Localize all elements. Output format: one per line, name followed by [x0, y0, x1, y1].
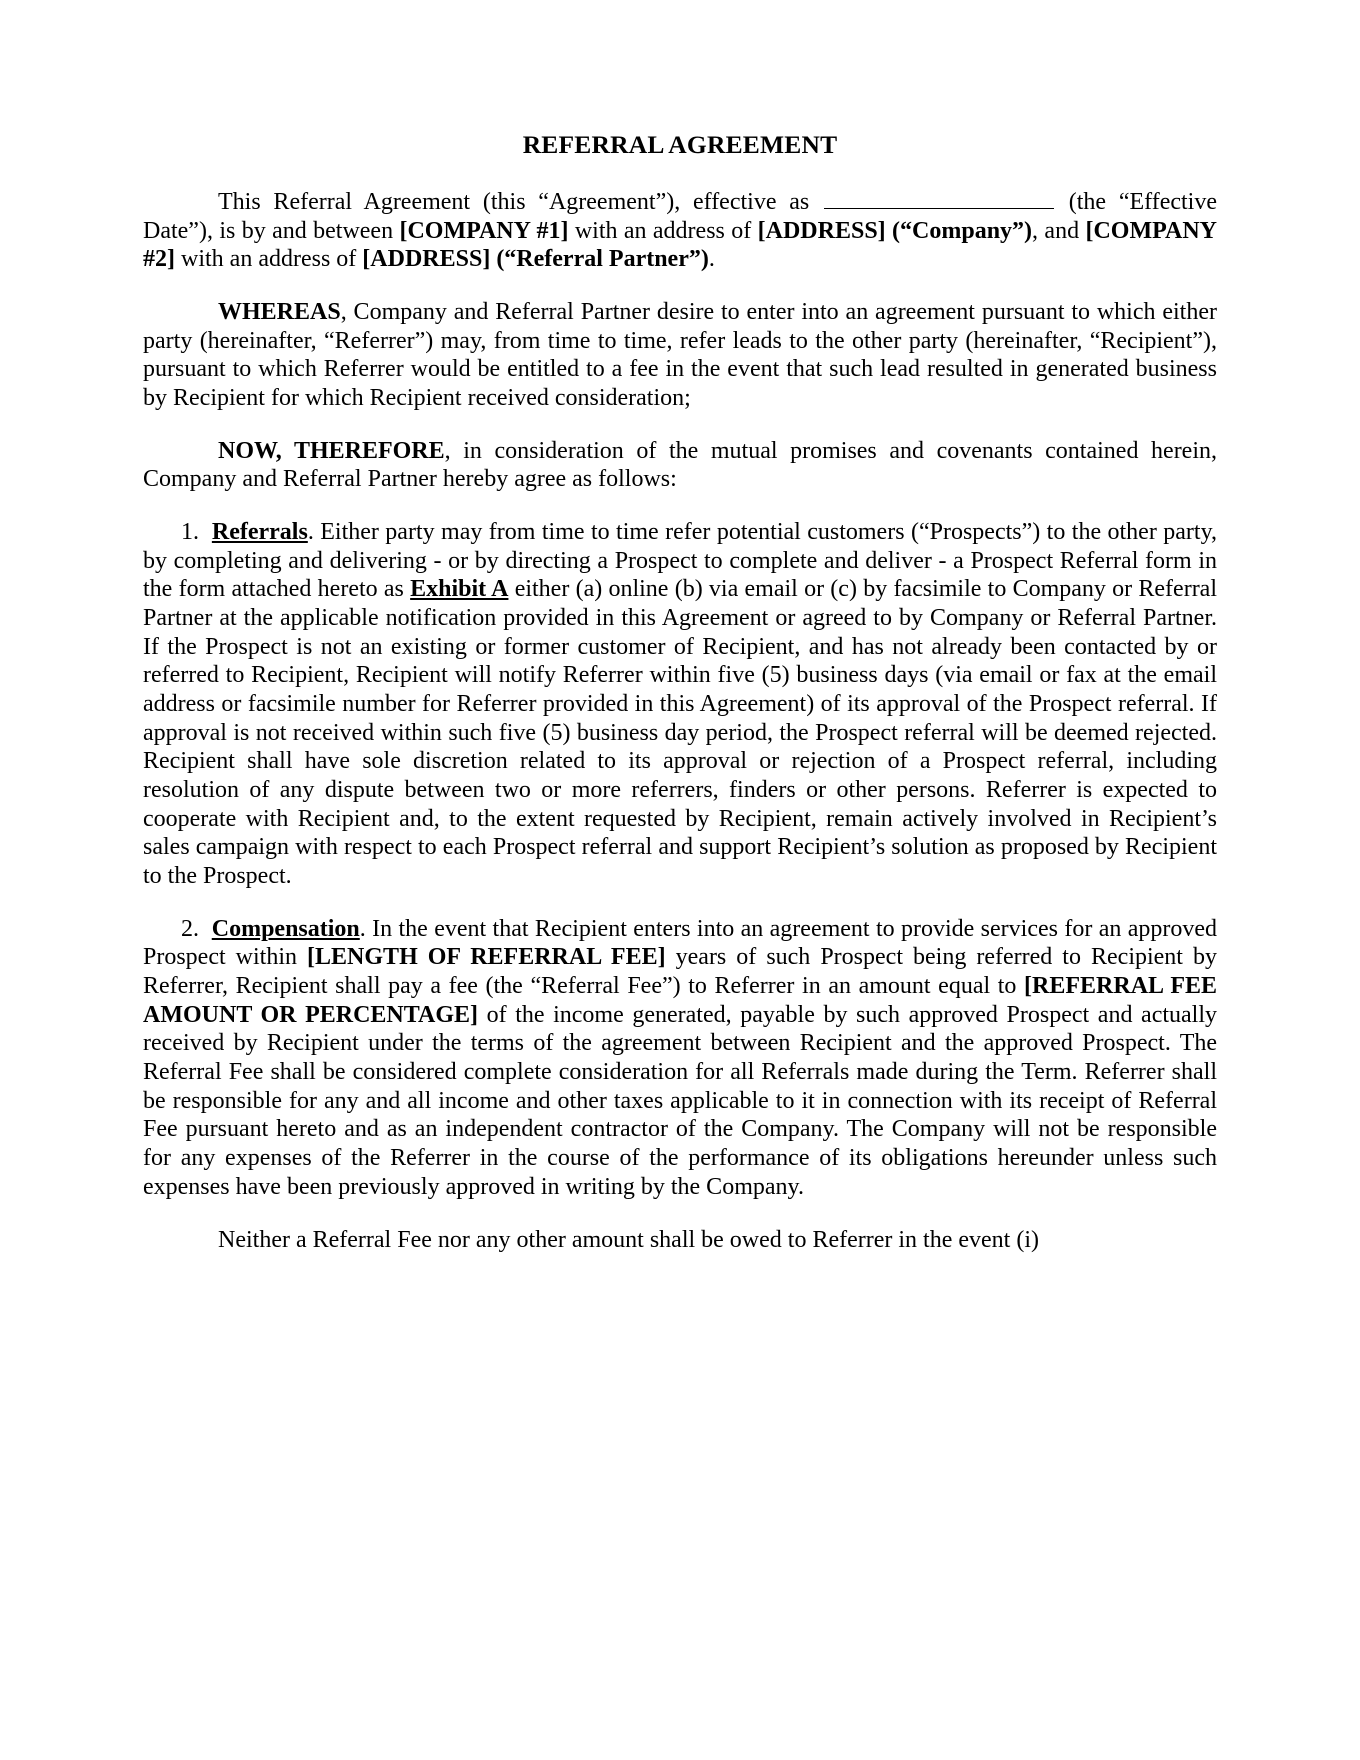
- intro-text-2: (the “Effective Date”), is by and between: [143, 189, 1217, 244]
- clause-one-text-a: . Either party may from time to time refer potential customers (“Prospects”) to the other party, by completing and delivering - or by directing a Prospect to complete and deliver - a Prospect Referral form in the form attached hereto as: [143, 519, 1218, 603]
- intro-text-8: .: [708, 246, 715, 273]
- company-one-address-placeholder: [ADDRESS]: [757, 217, 886, 244]
- clause-two-heading: Compensation: [211, 915, 360, 942]
- intro-text-3: with an address of: [568, 217, 758, 244]
- clause-one-heading: Referrals: [211, 519, 308, 546]
- now-therefore-paragraph: [143, 437, 1217, 494]
- clause-two-number: 2.: [181, 915, 199, 942]
- now-therefore-text: , in consideration of the mutual promises and covenants contained herein, Company and Referral Partner hereby agree as follows:: [143, 437, 1218, 493]
- clause-one-number: 1.: [181, 519, 199, 546]
- referral-fee-length-placeholder: [LENGTH OF REFERRAL FEE]: [307, 944, 666, 971]
- whereas-text: , Company and Referral Partner desire to enter into an agreement pursuant to which either party (hereinafter, “Referrer”) may, from time to time, refer leads to the other party (hereinafter, “Recipient”), pursuant to which Referrer would be entitled to a fee in the event that such lead resulted in generated business by Recipient for which Recipient received consideration;: [143, 299, 1217, 412]
- exhibit-a-reference: Exhibit A: [410, 576, 509, 603]
- clause-two-text-a: . In the event that Recipient enters into an agreement to provide services for an approved Prospect within: [143, 915, 1218, 971]
- company-two-address-placeholder: [ADDRESS]: [362, 246, 491, 273]
- closing-paragraph: Neither a Referral Fee nor any other amount shall be owed to Referrer in the event (i): [218, 1226, 1040, 1253]
- intro-text-6: with an address of: [175, 246, 363, 273]
- effective-date-blank[interactable]: [824, 190, 1054, 209]
- intro-text-1: This Referral Agreement (this “Agreement”), effective as: [218, 189, 822, 215]
- clause-two-text-c: of the income generated, payable by such approved Prospect and actually received by Recipient under the terms of the agreement between Recipient and the approved Prospect. The Referral Fee shall be considered complete consideration for all Referrals made during the Term. Referrer shall be responsible for any and all income and other taxes applicable to it in connection with its receipt of Referral Fee pursuant hereto and as an independent contractor of the Company. The Company will not be responsible for any expenses of the Referrer in the course of the performance of its obligations hereunder unless such expenses have been previously approved in writing by the Company.: [143, 1001, 1217, 1200]
- company-one-placeholder: [COMPANY #1]: [399, 217, 569, 244]
- clause-one-text-b: either (a) online (b) via email or (c) by facsimile to Company or Referral Partner at the applicable notification provided in this Agreement or agreed to by Company or Referral Partner. If the Prospect is not an existing or former customer of Recipient, and has not already been contacted by or referred to Recipient, Recipient will notify Referrer within five (5) business days (via email or fax at the email address or facsimile number for Referrer provided in this Agreement) of its approval of the Prospect referral. If approval is not received within such five (5) business day period, the Prospect referral will be deemed rejected. Recipient shall have sole discretion related to its approval or rejection of a Prospect referral, including resolution of any dispute between two or more referrers, finders or other persons. Referrer is expected to cooperate with Recipient and, to the extent requested by Recipient, remain actively involved in Recipient’s sales campaign with respect to each Prospect referral and support Recipient’s solution as proposed by Recipient to the Prospect.: [143, 576, 1218, 890]
- now-therefore-label: NOW, THEREFORE: [218, 437, 445, 464]
- clause-referrals: [143, 518, 1217, 891]
- intro-paragraph: [143, 188, 1217, 274]
- company-defined-term: (“Company”): [885, 217, 1033, 244]
- referral-partner-defined-term: (“Referral Partner”): [490, 246, 709, 273]
- whereas-label: WHEREAS: [218, 299, 341, 326]
- referral-fee-amount-placeholder: [REFERRAL FEE AMOUNT OR PERCENTAGE]: [143, 973, 1217, 1028]
- clause-compensation: [143, 915, 1217, 1202]
- whereas-paragraph: [143, 298, 1217, 413]
- page-title: REFERRAL AGREEMENT: [522, 130, 838, 159]
- company-two-placeholder: [COMPANY #2]: [143, 217, 1217, 273]
- intro-text-5: , and: [1032, 217, 1086, 244]
- clause-two-text-b: years of such Prospect being referred to Recipient by Referrer, Recipient shall pay a fee (the “Referral Fee”) to Referrer in an amount equal to: [143, 944, 1217, 1000]
